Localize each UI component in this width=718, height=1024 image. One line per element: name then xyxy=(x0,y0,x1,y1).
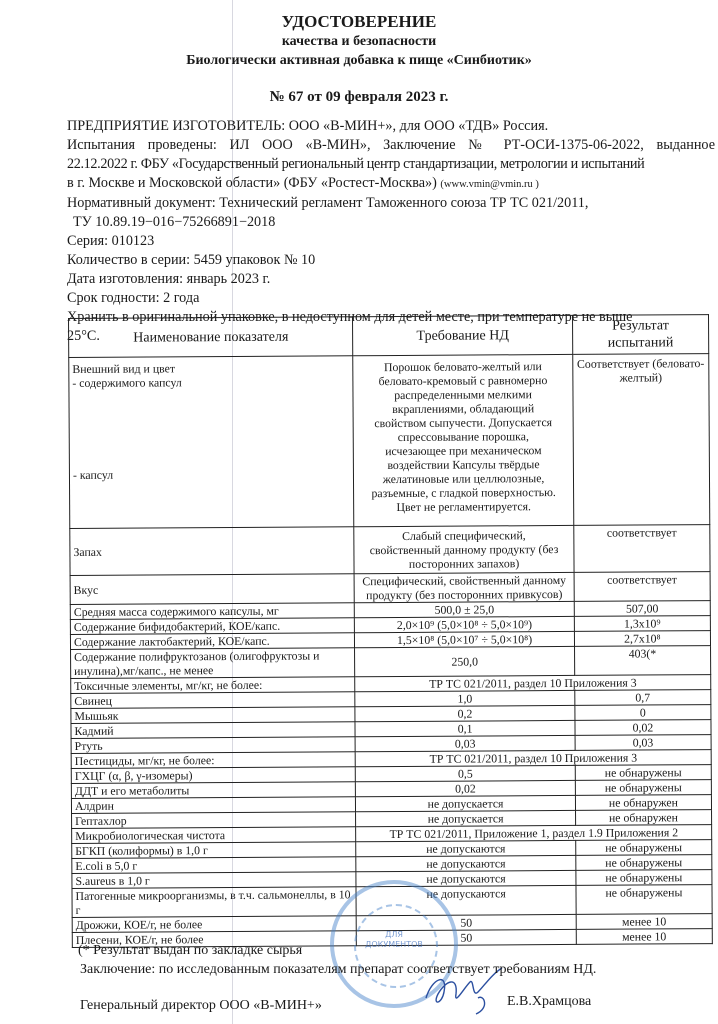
stamp-text-line-1: ДЛЯ xyxy=(385,930,403,939)
requirement-value: 0,2 xyxy=(355,705,575,721)
section-name: Микробиологическая чистота xyxy=(72,827,356,844)
requirement-value: 0,03 xyxy=(355,735,575,751)
indicator-name: ДДТ и его метаболиты xyxy=(71,782,355,799)
indicator-name: Содержание лактобактерий, КОЕ/капс. xyxy=(70,633,354,650)
document-subtitle: качества и безопасности xyxy=(281,34,437,49)
appearance-result: Соответствует (беловато-желтый) xyxy=(573,354,710,526)
tests-line-3 xyxy=(67,174,715,194)
requirement-value: 50 xyxy=(357,929,577,945)
column-header-result: Результат испытаний xyxy=(572,315,708,355)
result-value: 0,03 xyxy=(575,735,711,751)
result-value: 2,7х10⁸ xyxy=(574,631,710,647)
indicator-name: Содержание бифидобактерий, КОЕ/капс. xyxy=(70,618,354,635)
requirement-value: 250,0 xyxy=(355,646,575,676)
result-value: не обнаружены xyxy=(575,840,711,856)
indicator-name: S.aureus в 1,0 г xyxy=(72,872,356,889)
indicator-name: Содержание полифруктозанов (олигофруктозы и инулина),мг/капс., не менее xyxy=(71,648,356,679)
section-reference: ТР ТС 021/2011, раздел 10 Приложения 3 xyxy=(355,675,711,692)
normative-line-2: ТУ 10.89.19−016−75266891−2018 xyxy=(73,214,276,230)
table-row xyxy=(70,572,710,605)
requirement-value: 1,0 xyxy=(355,690,575,706)
result-value: 507,00 xyxy=(574,601,710,617)
requirement-value: 50 xyxy=(357,914,577,930)
requirement-value: не допускаются xyxy=(356,855,576,871)
table-header-row xyxy=(69,315,709,358)
requirement-value: 0,1 xyxy=(355,720,575,736)
indicator-name: Средняя масса содержимого капсулы, мг xyxy=(70,603,354,620)
appearance-name xyxy=(69,356,354,529)
result-value: соответствует xyxy=(574,525,710,573)
document-footer xyxy=(78,941,710,1013)
appearance-label: Внешний вид и цвет xyxy=(72,361,176,376)
result-value: не обнаружен xyxy=(575,810,711,826)
result-value: 403(* xyxy=(574,646,710,676)
result-value: 0,7 xyxy=(575,690,711,706)
indicator-name: Свинец xyxy=(71,692,355,709)
tests-line-2: 22.12.2022 г. ФБУ «Государственный региональный центр стандартизации, метрологии и испытаний xyxy=(67,156,645,172)
manufacturer: ПРЕДПРИЯТИЕ ИЗГОТОВИТЕЛЬ: ООО «В-МИН+», для ООО «ТДВ» Россия. xyxy=(67,118,549,134)
result-value: 0 xyxy=(575,705,711,721)
requirement-value: Слабый специфический, свойственный данному продукту (без посторонних запахов) xyxy=(354,525,574,573)
section-name: Токсичные элементы, мг/кг, не более: xyxy=(71,677,355,694)
storage-line-1: Хранить в оригинальной упаковке, в недоступном для детей месте, при температуре не выше xyxy=(67,309,633,325)
requirement-value: 2,0×10⁹ (5,0×10⁸ ÷ 5,0×10⁹) xyxy=(355,616,575,632)
indicator-name: Ртуть xyxy=(71,737,355,754)
appearance-capsule-label: - капсул xyxy=(72,467,114,482)
conclusion: Заключение: по исследованным показателям препарат соответствует требованиям НД. xyxy=(80,962,597,977)
indicator-name: Кадмий xyxy=(71,722,355,739)
indicator-name: БГКП (колиформы) в 1,0 г xyxy=(72,842,356,859)
section-reference: ТР ТС 021/2011, раздел 10 Приложения 3 xyxy=(356,750,712,767)
column-header-requirement: Требование НД xyxy=(353,315,573,355)
result-value: 1,3х10⁹ xyxy=(574,616,710,632)
result-value: не обнаружены xyxy=(576,885,712,915)
indicator-name: ГХЦГ (α, β, γ-изомеры) xyxy=(71,767,355,784)
stamp-text-line-2: ДОКУМЕНТОВ xyxy=(365,940,423,949)
tests-lab-name: в г. Москве и Московской области» (ФБУ «Ростест-Москва») xyxy=(67,175,437,191)
normative-line-1: Нормативный документ: Технический регламент Таможенного союза ТР ТС 021/2011, xyxy=(67,195,589,211)
tests-line-1: Испытания проведены: ИЛ ООО «В-МИН», Заключение № РТ-ОСИ-1375-06-2022, выданное xyxy=(67,137,715,153)
table-row xyxy=(71,646,711,679)
spacer xyxy=(73,480,351,528)
requirement-value: 500,0 ± 25,0 xyxy=(355,601,575,617)
product-name: Биологически активная добавка к пище «Синбиотик» xyxy=(186,53,532,68)
indicator-name: Плесени, КОЕ/г, не более xyxy=(72,931,356,948)
result-value: менее 10 xyxy=(576,929,712,945)
column-header-indicator: Наименование показателя xyxy=(69,317,354,358)
appearance-contents-label: - содержимого капсул xyxy=(72,375,182,390)
result-value: соответствует xyxy=(574,572,710,602)
table-row xyxy=(70,525,710,576)
footnote: (* Результат выдан по закладке сырья xyxy=(78,943,303,958)
result-value: менее 10 xyxy=(576,914,712,930)
table-row-appearance xyxy=(69,354,710,529)
requirement-value: 0,5 xyxy=(356,765,576,781)
tests-email: (www.vmin@vmin.ru ) xyxy=(440,179,539,190)
quantity: Количество в серии: 5459 упаковок № 10 xyxy=(67,252,316,268)
document-title: УДОСТОВЕРЕНИЕ xyxy=(281,12,437,31)
series: Серия: 010123 xyxy=(67,233,155,249)
appearance-requirement: Порошок беловато-желтый или беловато-кремовый с равномерно распределенными мелкими вкраплениями, обладающий свойством сыпучести. Допускается спрессовывание порошка, исчезающее при механическом воздействии Капсулы твёрдые желатиновые или целлюлозные, разъемные, с гладкой поверхностью. Цвет не регламентируется. xyxy=(353,354,573,526)
requirement-value: не допускаются xyxy=(356,885,576,915)
indicator-name: Запах xyxy=(70,527,355,576)
manufacture-date: Дата изготовления: январь 2023 г. xyxy=(67,271,271,287)
indicator-name: Алдрин xyxy=(71,797,355,814)
requirement-value: не допускается xyxy=(356,810,576,826)
requirement-value: Специфический, свойственный данному продукту (без посторонних привкусов) xyxy=(354,572,574,602)
spacer xyxy=(72,388,350,468)
requirement-value: не допускаются xyxy=(356,840,576,856)
result-value: не обнаружены xyxy=(575,765,711,781)
requirement-value: 0,02 xyxy=(356,780,576,796)
indicator-name: Гептахлор xyxy=(72,812,356,829)
indicator-name: E.coli в 5,0 г xyxy=(72,857,356,874)
storage-line-2: 25°С. xyxy=(67,328,100,344)
certificate-info xyxy=(67,117,715,346)
signatory-position: Генеральный директор ООО «В-МИН+» xyxy=(80,998,322,1013)
certificate-number: № 67 от 09 февраля 2023 г. xyxy=(269,89,449,105)
indicator-name: Вкус xyxy=(70,574,355,605)
indicator-name: Дрожжи, КОЕ/г, не более xyxy=(72,916,356,933)
requirement-value: не допускается xyxy=(356,795,576,811)
shelf-life: Срок годности: 2 года xyxy=(67,290,200,306)
quality-table xyxy=(68,314,713,948)
result-value: не обнаружен xyxy=(575,795,711,811)
requirement-value: 1,5×10⁸ (5,0×10⁷ ÷ 5,0×10⁸) xyxy=(355,631,575,647)
result-value: не обнаружены xyxy=(576,870,712,886)
result-value: 0,02 xyxy=(575,720,711,736)
requirement-value: не допускаются xyxy=(356,870,576,886)
section-name: Пестициды, мг/кг, не более: xyxy=(71,752,355,769)
indicator-name: Мышьяк xyxy=(71,707,355,724)
indicator-name: Патогенные микроорганизмы, в т.ч. сальмонеллы, в 10 г xyxy=(72,887,357,918)
section-reference: ТР ТС 021/2011, Приложение 1, раздел 1.9 Приложения 2 xyxy=(356,825,712,842)
result-value: не обнаружены xyxy=(575,780,711,796)
document-header xyxy=(0,12,718,107)
result-value: не обнаружены xyxy=(576,855,712,871)
signatory-name: Е.В.Храмцова xyxy=(507,994,592,1009)
